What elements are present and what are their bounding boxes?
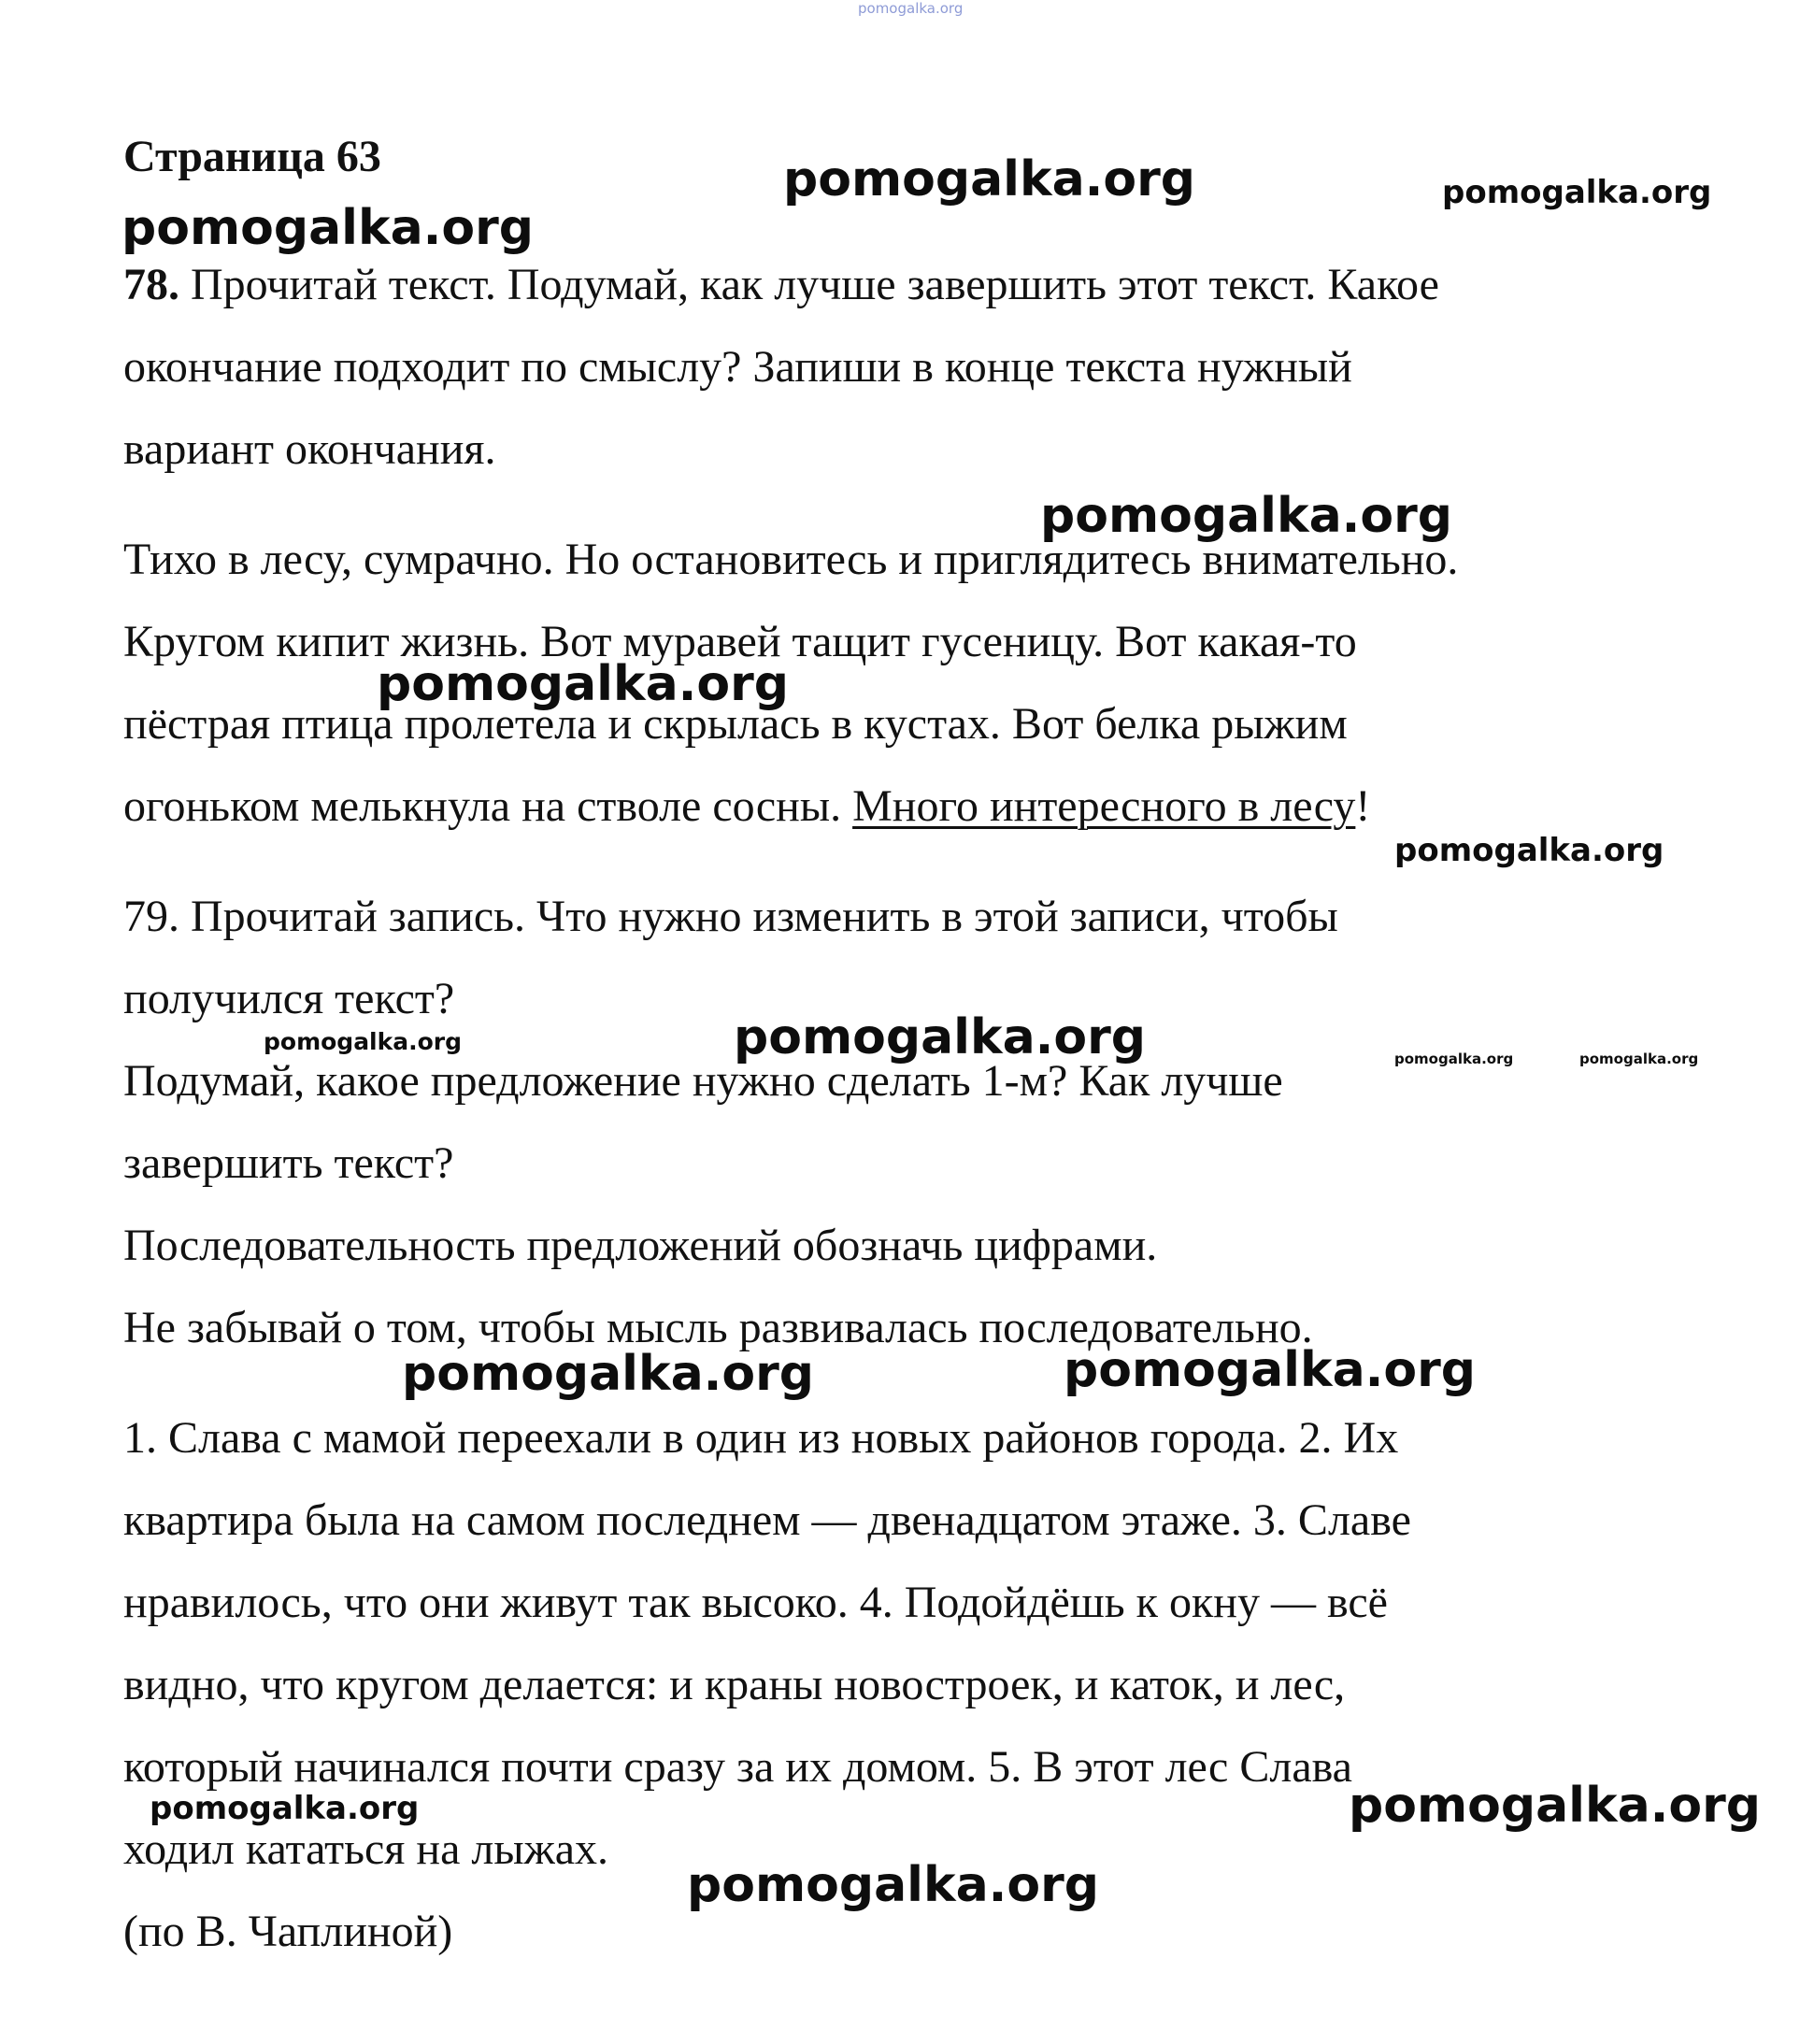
ex79-line-5: Последовательность предложений обозначь цифрами. xyxy=(123,1221,1158,1270)
ex78-instruction-line-2: окончание подходит по смыслу? Запиши в конце текста нужный xyxy=(123,342,1352,392)
ex79-line-12: ходил кататься на лыжах. xyxy=(123,1824,609,1874)
ex78-text-line-2: Кругом кипит жизнь. Вот муравей тащит гусеницу. Вот какая-то xyxy=(123,617,1357,666)
watermark: pomogalka.org xyxy=(1442,174,1712,211)
ex79-line-1: 79. Прочитай запись. Что нужно изменить в этой записи, чтобы xyxy=(123,892,1338,941)
watermark: pomogalka.org xyxy=(1394,832,1664,869)
ex79-line-6: Не забывай о том, чтобы мысль развивалась последовательно. xyxy=(123,1303,1313,1352)
ex79-line-2: получился текст? xyxy=(123,974,455,1023)
ex79-line-10: видно, что кругом делается: и краны новостроек, и каток, и лес, xyxy=(123,1660,1346,1709)
ex78-instruction-line-3: вариант окончания. xyxy=(123,424,496,474)
watermark: pomogalka.org xyxy=(1349,1778,1762,1834)
watermark: pomogalka.org xyxy=(1579,1051,1699,1067)
watermark: pomogalka.org xyxy=(858,0,964,17)
ex79-line-3: Подумай, какое предложение нужно сделать 1-м? Как лучше xyxy=(123,1056,1283,1106)
ex78-text-line-3: пёстрая птица пролетела и скрылась в кустах. Вот белка рыжим xyxy=(123,699,1348,749)
watermark: pomogalka.org xyxy=(734,1009,1147,1065)
ex78-number: 78. xyxy=(123,260,179,309)
watermark: pomogalka.org xyxy=(1394,1051,1514,1067)
ex79-line-11: который начинался почти сразу за их домом. 5. В этот лес Слава xyxy=(123,1742,1352,1792)
ex79-line-9: нравилось, что они живут так высоко. 4. Подойдёшь к окну — всё xyxy=(123,1578,1388,1627)
ex78-answer: Много интересного в лесу xyxy=(852,781,1356,831)
ex79-line-7: 1. Слава с мамой переехали в один из новых районов города. 2. Их xyxy=(123,1413,1399,1463)
watermark: pomogalka.org xyxy=(402,1346,815,1402)
watermark: pomogalka.org xyxy=(121,200,535,256)
watermark: pomogalka.org xyxy=(1040,488,1453,544)
ex78-text-line-1: Тихо в лесу, сумрачно. Но остановитесь и приглядитесь внимательно. xyxy=(123,535,1459,584)
ex78-instruction-line-1: 78. Прочитай текст. Подумай, как лучше завершить этот текст. Какое xyxy=(123,260,1439,309)
ex79-line-8: квартира была на самом последнем — двенадцатом этаже. 3. Славе xyxy=(123,1495,1411,1545)
watermark: pomogalka.org xyxy=(1064,1342,1477,1398)
ex79-line-13: (по В. Чаплиной) xyxy=(123,1907,453,1956)
page-heading: Страница 63 xyxy=(123,132,381,181)
watermark: pomogalka.org xyxy=(687,1857,1100,1913)
watermark: pomogalka.org xyxy=(264,1028,463,1055)
watermark: pomogalka.org xyxy=(150,1790,420,1827)
ex79-line-4: завершить текст? xyxy=(123,1138,454,1188)
watermark: pomogalka.org xyxy=(377,656,790,712)
ex78-text-line-4: огоньком мелькнула на стволе сосны. Много интересного в лесу! xyxy=(123,781,1371,831)
watermark: pomogalka.org xyxy=(783,151,1196,207)
